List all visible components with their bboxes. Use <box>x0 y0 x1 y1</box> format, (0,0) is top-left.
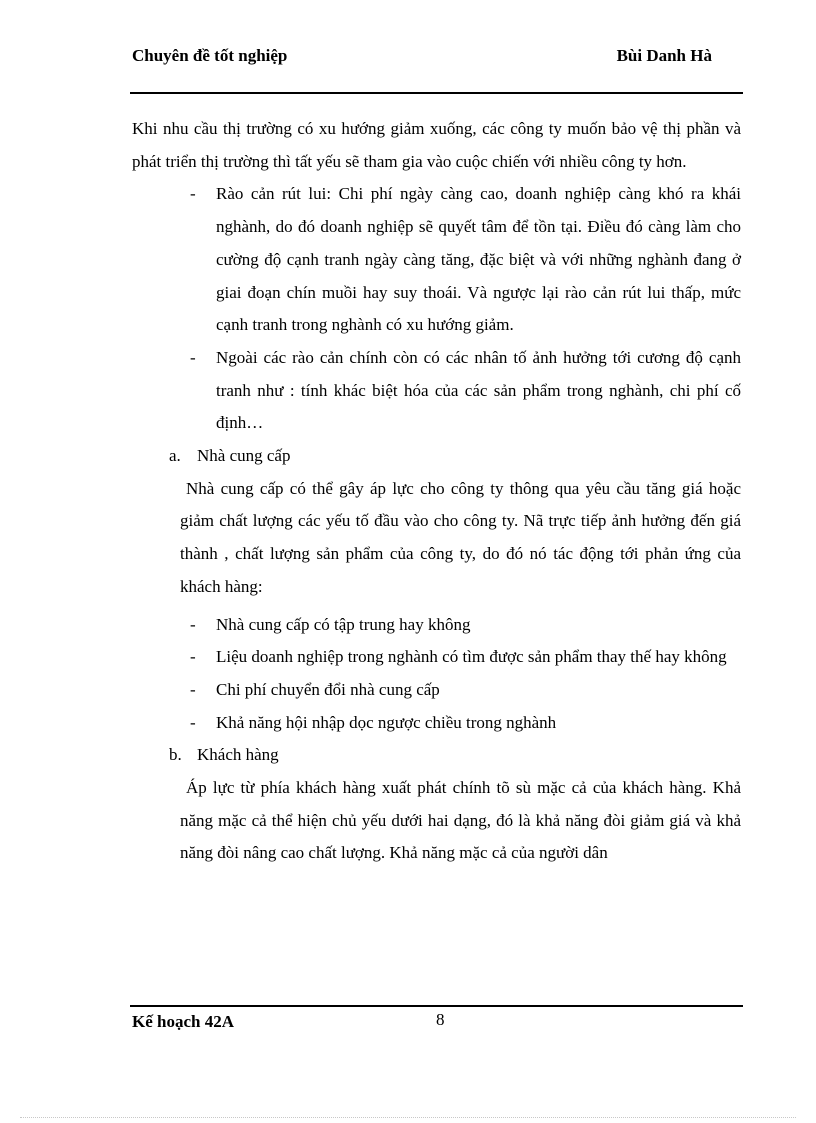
list-item-text: Ngoài các rào cản chính còn có các nhân tố ảnh hưởng tới cương độ cạnh tranh như : tính khác biệt hóa của các sản phẩm trong nghành, chi phí cố định… <box>216 347 741 433</box>
bullet-dash: - <box>190 347 196 367</box>
bullet-dash: - <box>190 679 196 699</box>
bullet-dash: - <box>190 184 196 204</box>
page-header <box>132 46 712 70</box>
page-edge <box>20 1117 796 1118</box>
list-item-text: Khả năng hội nhập dọc ngược chiều trong nghành <box>216 712 557 732</box>
header-divider <box>130 92 743 94</box>
footer-label: Kế hoạch 42A <box>132 1012 234 1031</box>
list-item <box>132 609 741 642</box>
section-heading-a <box>132 440 741 473</box>
page-number: 8 <box>436 1010 445 1029</box>
bullet-dash: - <box>190 614 196 634</box>
list-item <box>132 178 741 342</box>
document-title: Chuyên đề tốt nghiệp <box>132 46 288 65</box>
heading-marker: b. <box>169 745 182 765</box>
heading-marker: a. <box>169 446 181 466</box>
paragraph-customers: Áp lực từ phía khách hàng xuất phát chính tõ sù mặc cả của khách hàng. Khả năng mặc cả thể hiện chủ yếu dưới hai dạng, đó là khả năng đòi giảm giá và khả năng đòi nâng cao chất lượng. Khả năng mặc cả của người dân <box>180 778 741 863</box>
footer-divider <box>130 1005 743 1007</box>
intro-paragraph: Khi nhu cầu thị trường có xu hướng giảm xuống, các công ty muốn bảo vệ thị phần và phát triển thị trường thì tất yếu sẽ tham gia vào cuộc chiến với nhiều công ty hơn. <box>132 119 741 171</box>
list-item <box>132 674 741 707</box>
bullet-dash: - <box>190 647 196 667</box>
list-item <box>132 641 741 674</box>
section-heading-b <box>132 739 741 772</box>
list-item <box>132 707 741 740</box>
suppliers-list <box>132 609 741 740</box>
page-body <box>132 113 741 870</box>
heading-text: Khách hàng <box>197 745 279 765</box>
paragraph-suppliers: Nhà cung cấp có thể gây áp lực cho công ty thông qua yêu cầu tăng giá hoặc giảm chất lượng các yếu tố đầu vào cho công ty. Nã trực tiếp ảnh hưởng đến giá thành , chất lượng sản phẩm của công ty, do đó nó tác động tới phản ứng của khách hàng: <box>180 478 741 596</box>
heading-text: Nhà cung cấp <box>197 446 291 466</box>
bullet-dash: - <box>190 712 196 732</box>
list-item-text: Liệu doanh nghiệp trong nghành có tìm được sản phẩm thay thế hay không <box>216 647 727 667</box>
author-name: Bùi Danh Hà <box>616 46 712 65</box>
list-item-text: Rào cản rút lui: Chi phí ngày càng cao, doanh nghiệp càng khó ra khái nghành, do đó doanh nghiệp sẽ quyết tâm để tồn tại. Điều đó càng làm cho cường độ cạnh tranh ngày càng tăng, đặc biệt và với những nghành đang ở giai đoạn chín muồi hay suy thoái. Và ngược lại rào cản rút lui thấp, mức cạnh tranh trong nghành có xu hướng giảm. <box>216 184 741 335</box>
list-item <box>132 342 741 440</box>
list-item-text: Nhà cung cấp có tập trung hay không <box>216 614 471 634</box>
list-item-text: Chi phí chuyển đổi nhà cung cấp <box>216 679 440 699</box>
barriers-list <box>132 178 741 440</box>
